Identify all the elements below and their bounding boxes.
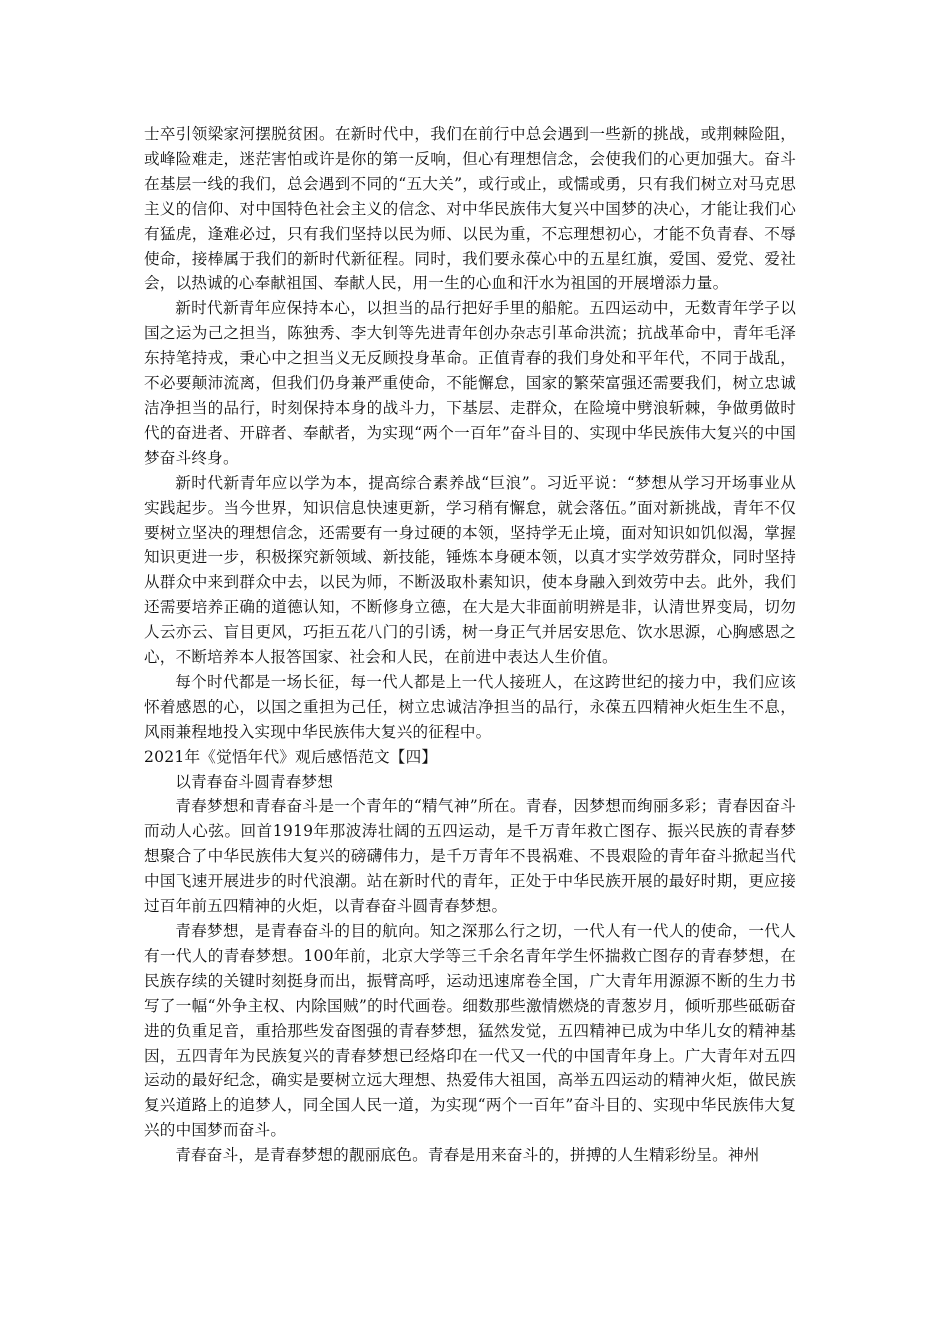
paragraph-youth-struggle: 青春奋斗，是青春梦想的靓丽底色。青春是用来奋斗的，拼搏的人生精彩纷呈。神州 [175,1146,760,1165]
paragraph-long-march: 每个时代都是一场长征，每一代人都是上一代人接班人，在这跨世纪的接力中，我们应该怀着感恩的心，以国之重担为己任，树立忠诚洁净担当的品行，永葆五四精神火炬生生不息，风雨兼程地投入实现中华民族伟大复兴的征程中。 [144,672,796,741]
paragraph-continuation: 士卒引领梁家河摆脱贫困。在新时代中，我们在前行中总会遇到一些新的挑战，或荆棘险阻，或峰险难走，迷茫害怕或许是你的第一反响，但心有理想信念，会使我们的心更加强大。奋斗在基层一线的我们，总会遇到不同的“五大关”，或行或止，或懦或勇，只有我们树立对马克思主义的信仰、对中国特色社会主义的信念、对中华民族伟大复兴中国梦的决心，才能让我们心有猛虎，逢难必过，只有我们坚持以民为师、以民为重，不忘理想初心，才能不负青春、不辱使命，接棒属于我们的新时代新征程。同时，我们要永葆心中的五星红旗，爱国、爱党、爱社会，以热诚的心奉献祖国、奉献人民，用一生的心血和汗水为祖国的开展增添力量。 [144,125,796,293]
document-page [144,122,796,1168]
paragraph-responsibility: 新时代新青年应保持本心，以担当的品行把好手里的船舵。五四运动中，无数青年学子以国之运为己之担当，陈独秀、李大钊等先进青年创办杂志引革命洪流；抗战革命中，青年毛泽东持笔持戎，秉心中之担当义无反顾投身革命。正值青春的我们身处和平年代，不同于战乱，不必要颠沛流离，但我们仍身兼严重使命，不能懈怠，国家的繁荣富强还需要我们，树立忠诚洁净担当的品行，时刻保持本身的战斗力，下基层、走群众，在险境中劈浪斩棘，争做勇做时代的奋进者、开辟者、奉献者，为实现“两个一百年”奋斗目的、实现中华民族伟大复兴的中国梦奋斗终身。 [144,299,796,467]
paragraph-dream-and-struggle: 青春梦想和青春奋斗是一个青年的“精气神”所在。青春，因梦想而绚丽多彩；青春因奋斗而动人心弦。回首1919年那波涛壮阔的五四运动，是千万青年救亡图存、振兴民族的青春梦想聚合了中华民族伟大复兴的磅礴伟力，是千万青年不畏祸难、不畏艰险的青年奋斗掀起当代中国飞速开展进步的时代浪潮。站在新时代的青年，正处于中华民族开展的最好时期，更应接过百年前五四精神的火炬，以青春奋斗圆青春梦想。 [144,797,796,916]
section-subtitle: 以青春奋斗圆青春梦想 [175,772,334,791]
paragraph-learning: 新时代新青年应以学为本，提高综合素养战“巨浪”。习近平说：“梦想从学习开场事业从实践起步。当今世界，知识信息快速更新，学习稍有懈怠，就会落伍。”面对新挑战，青年不仅要树立坚决的理想信念，还需要有一身过硬的本领，坚持学无止境，面对知识如饥似渴，掌握知识更进一步，积极探究新领域、新技能，锤炼本身硬本领，以真才实学效劳群众，同时坚持从群众中来到群众中去，以民为师，不断汲取朴素知识，使本身融入到效劳中去。此外，我们还需要培养正确的道德认知，不断修身立德，在大是大非面前明辨是非，认清世界变局，切勿人云亦云、盲目更风，巧拒五花八门的引诱，树一身正气并居安思危、饮水思源，心胸感恩之心，不断培养本人报答国家、社会和人民，在前进中表达人生价值。 [144,473,796,667]
section-heading: 2021年《觉悟年代》观后感悟范文【四】 [144,747,438,766]
paragraph-youth-dream: 青春梦想，是青春奋斗的目的航向。知之深那么行之切，一代人有一代人的使命，一代人有一代人的青春梦想。100年前，北京大学等三千余名青年学生怀揣救亡图存的青春梦想，在民族存续的关键时刻挺身而出，振臂高呼，运动迅速席卷全国，广大青年用源源不断的生力书写了一幅“外争主权、内除国贼”的时代画卷。细数那些激情燃烧的青葱岁月，倾听那些砥砺奋进的负重足音，重拾那些发奋图强的青春梦想，猛然发觉，五四精神已成为中华儿女的精神基因，五四青年为民族复兴的青春梦想已经烙印在一代又一代的中国青年身上。广大青年对五四运动的最好纪念，确实是要树立远大理想、热爱伟大祖国，高举五四运动的精神火炬，做民族复兴道路上的追梦人，同全国人民一道，为实现“两个一百年”奋斗目的、实现中华民族伟大复兴的中国梦而奋斗。 [144,922,796,1140]
